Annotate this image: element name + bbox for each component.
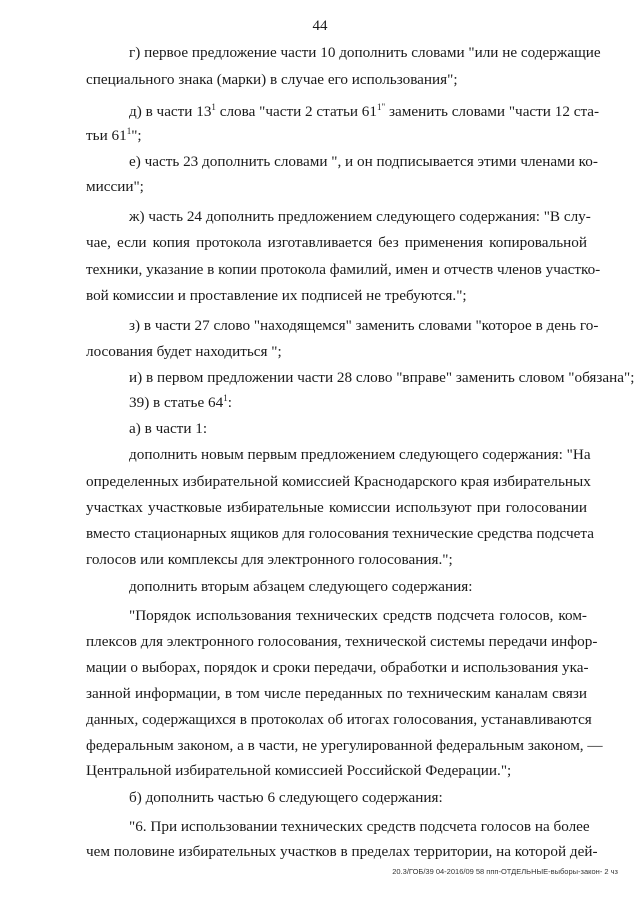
text-line [86,127,142,145]
text-line [129,394,232,412]
text-line: з) в части 27 слово "находящемся" заменить словами "которое в день го- [129,317,599,334]
text-line: дополнить вторым абзацем следующего содержания: [129,578,473,595]
text-line: "6. При использовании технических средств подсчета голосов на более [129,818,590,835]
text-line: чем половине избирательных участков в пределах территории, на которой дей- [86,843,598,860]
text-line: федеральным законом, а в части, не урегулированной федеральным законом, — [86,737,603,754]
text-line: голосов или комплексы для электронного голосования."; [86,551,453,568]
text-fragment: 39) в статье 64 [129,394,224,411]
text-line: лосования будет находиться "; [86,343,282,360]
text-line: вой комиссии и проставление их подписей не требуются."; [86,287,467,304]
text-line: е) часть 23 дополнить словами ", и он подписывается этими членами ко- [129,153,598,170]
superscript: 1 [211,101,216,112]
text-line: определенных избирательной комиссией Краснодарского края избирательных [86,473,591,490]
text-line: участках участковые избирательные комиссии используют при голосовании [86,499,587,516]
text-line: дополнить новым первым предложением следующего содержания: "На [129,446,591,463]
text-fragment: слова "части 2 статьи 61 [215,103,377,120]
superscript: 1" [377,101,386,112]
text-line: а) в части 1: [129,420,208,437]
text-line: "Порядок использования технических средств подсчета голосов, ком- [129,607,587,624]
text-line [129,103,599,121]
text-fragment: д) в части 13 [129,103,212,120]
text-line: плексов для электронного голосования, технической системы передачи инфор- [86,633,598,650]
text-line: данных, содержащихся в протоколах об итогах голосования, устанавливаются [86,711,592,728]
text-fragment: "; [131,127,142,144]
superscript: 1 [223,392,228,403]
text-line: мации о выборах, порядок и сроки передачи, обработки и использования ука- [86,659,589,676]
page-number: 44 [312,18,328,34]
text-line: Центральной избирательной комиссией Российской Федерации."; [86,762,512,779]
text-line: и) в первом предложении части 28 слово "вправе" заменить словом "обязана"; [129,369,635,386]
document-footer-code: 20.3/ГОБ/39 04-2016/09 58 ппп-ОТДЕЛЬНЫЕ-выборы-закон- 2 чз [392,867,618,876]
text-line: миссии"; [86,178,144,195]
text-line: ж) часть 24 дополнить предложением следующего содержания: "В слу- [129,208,591,225]
text-line: г) первое предложение части 10 дополнить словами "или не содержащие [129,44,601,61]
text-line: б) дополнить частью 6 следующего содержания: [129,789,443,806]
text-line: специального знака (марки) в случае его использования"; [86,71,458,88]
text-fragment: : [227,394,232,411]
text-line: вместо стационарных ящиков для голосования технические средства подсчета [86,525,594,542]
text-line: занной информации, в том числе переданных по техническим каналам связи [86,685,587,702]
text-line: техники, указание в копии протокола фамилий, имен и отчеств членов участко- [86,261,601,278]
text-fragment: тьи 61 [86,127,127,144]
text-line: чае, если копия протокола изготавливается без применения копировальной [86,234,587,251]
superscript: 1 [126,125,132,136]
text-fragment: заменить словами "части 12 ста- [385,103,600,120]
